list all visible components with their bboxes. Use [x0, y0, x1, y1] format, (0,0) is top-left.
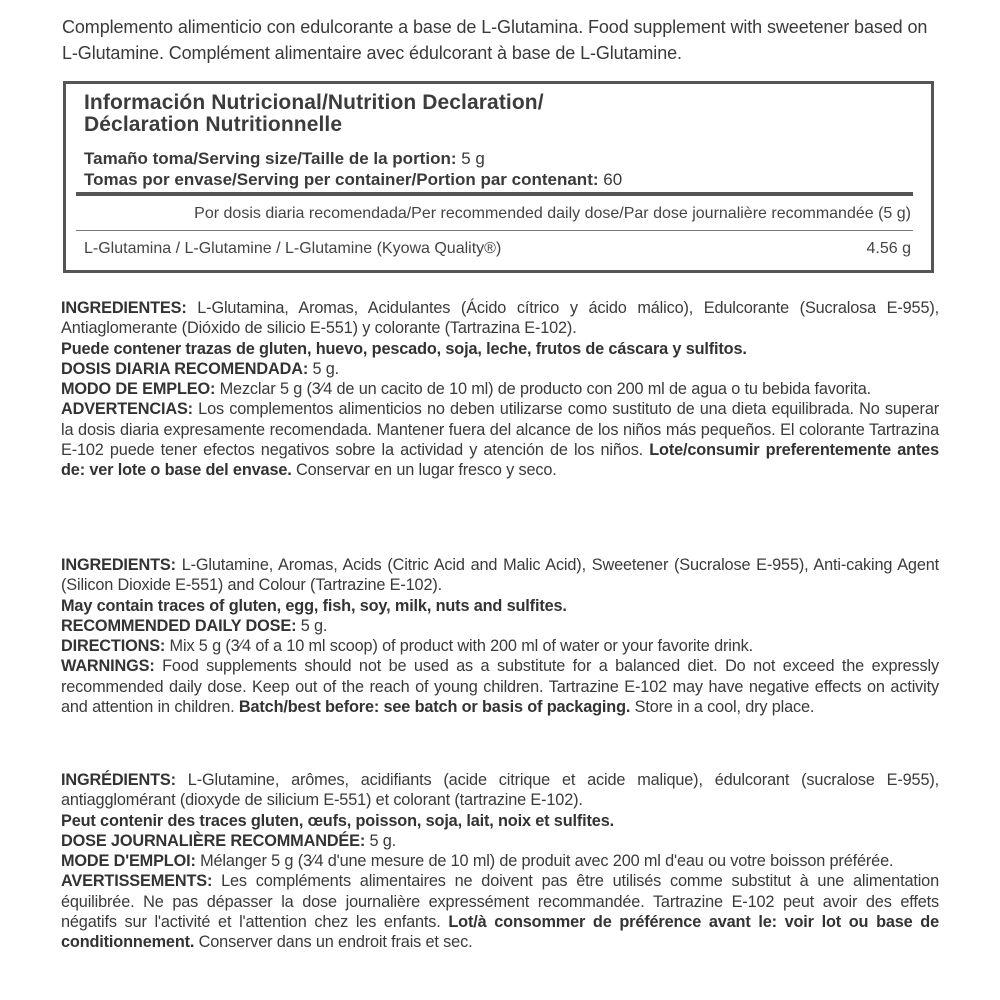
- warnings-paragraph: [61, 399, 939, 480]
- usage-label: MODO DE EMPLEO:: [61, 380, 216, 399]
- servings-per-container-line: [84, 170, 622, 190]
- dose-label: DOSE JOURNALIÈRE RECOMMANDÉE:: [61, 831, 366, 850]
- usage-paragraph: [61, 379, 939, 399]
- ingredients-text: L-Glutamine, arômes, acidifiants (acide citrique et acide malique), édulcorant (sucralose E-955), antiagglomérant (dioxyde de silicium E-551) et colorant (tartrazine E-102).: [61, 771, 939, 810]
- usage-text: Mix 5 g (3⁄4 of a 10 ml scoop) of product with 200 ml of water or your favorite drink.: [165, 637, 754, 656]
- dose-text: 5 g.: [308, 359, 340, 378]
- dose-text: 5 g.: [296, 616, 328, 635]
- serving-size-value: 5 g: [456, 149, 485, 168]
- glutamine-row-value: 4.56 g: [866, 240, 911, 257]
- batch-label: Lot/à consommer de préférence avant le: voir lot ou base de conditionnement.: [61, 913, 940, 952]
- warnings-text: Los complementos alimenticios no deben utilizarse como sustituto de una dieta equilibrada. No superar la dosis diaria expresamente recomendada. Mantener fuera del alcance de los niños más pequeños. El colorante Tartrazina E-102 puede tener efectos negativos sobre la actividad y atención de los niños.: [61, 400, 939, 460]
- warnings-label: ADVERTENCIAS:: [61, 400, 193, 419]
- allergen-traces: [61, 596, 939, 616]
- nutrition-table: [63, 81, 934, 273]
- batch-label: Batch/best before: see batch or basis of packaging.: [238, 698, 631, 717]
- daily-dose-paragraph: [61, 831, 939, 851]
- serving-size-label: Tamaño toma/Serving size/Taille de la portion:: [84, 149, 457, 168]
- ingredients-paragraph: [61, 770, 939, 811]
- servings-label: Tomas por envase/Serving per container/Portion par contenant:: [84, 170, 599, 189]
- storage-text: Conserver dans un endroit frais et sec.: [194, 933, 473, 952]
- intro-text: Complemento alimenticio con edulcorante a base de L-Glutamina. Food supplement with sweetener based on L-Glutamine. Complément alimentaire avec édulcorant à base de L-Glutamine.: [62, 17, 928, 63]
- warnings-paragraph: [61, 871, 939, 952]
- allergen-traces: [61, 811, 939, 831]
- warnings-text: Food supplements should not be used as a substitute for a balanced diet. Do not exceed the expressly recommended daily dose. Keep out of the reach of young children. Tartrazine E-102 may have negative effects on activity and attention in children.: [61, 657, 939, 717]
- ingredients-text: L-Glutamine, Aromas, Acids (Citric Acid and Malic Acid), Sweetener (Sucralose E-955), Anti-caking Agent (Silicon Dioxide E-551) and Colour (Tartrazine E-102).: [61, 556, 939, 595]
- usage-paragraph: [61, 636, 939, 656]
- dose-text: 5 g.: [365, 831, 397, 850]
- usage-text: Mélanger 5 g (3⁄4 d'une mesure de 10 ml) de produit avec 200 ml d'eau ou votre boisson préférée.: [195, 852, 894, 871]
- allergen-traces: [61, 339, 939, 359]
- nutrition-title-line1: Información Nutricional/Nutrition Declaration/: [84, 91, 544, 114]
- usage-text: Mezclar 5 g (3⁄4 de un cacito de 10 ml) de producto con 200 ml de agua o tu bebida favorita.: [215, 380, 872, 399]
- daily-dose-paragraph: [61, 359, 939, 379]
- nutrition-title-line2: Déclaration Nutritionnelle: [84, 113, 343, 136]
- batch-label: Lote/consumir preferentemente antes de: ver lote o base del envase.: [61, 441, 939, 480]
- english-section: [61, 555, 939, 717]
- storage-text: Conservar en un lugar fresco y seco.: [291, 461, 557, 480]
- per-dose-header: Por dosis diaria recomendada/Per recommended daily dose/Par dose journalière recommandée (5 g): [194, 205, 911, 222]
- warnings-paragraph: [61, 656, 939, 717]
- traces-text: May contain traces of gluten, egg, fish, soy, milk, nuts and sulfites.: [61, 596, 567, 615]
- serving-size-line: [84, 149, 485, 169]
- traces-text: Puede contener trazas de gluten, huevo, pescado, soja, leche, frutos de cáscara y sulfitos.: [61, 339, 747, 358]
- thick-divider: [76, 192, 913, 196]
- thin-divider: [76, 230, 913, 231]
- usage-label: MODE D'EMPLOI:: [61, 852, 196, 871]
- ingredients-paragraph: [61, 298, 939, 339]
- warnings-text: Les compléments alimentaires ne doivent pas être utilisés comme substitut à une alimentation équilibrée. Ne pas dépasser la dose journalière expressément recommandée. Tartrazine E-102 peut avoir des effets négatifs sur l'activité et l'attention chez les enfants.: [61, 872, 939, 932]
- nutrition-title: [84, 92, 784, 136]
- glutamine-row-label: L-Glutamina / L-Glutamine / L-Glutamine (Kyowa Quality®): [84, 240, 502, 257]
- daily-dose-paragraph: [61, 616, 939, 636]
- traces-text: Peut contenir des traces gluten, œufs, poisson, soja, lait, noix et sulfites.: [61, 811, 614, 830]
- ingredients-label: INGREDIENTS:: [61, 556, 176, 574]
- french-section: [61, 770, 939, 953]
- ingredients-text: L-Glutamina, Aromas, Acidulantes (Ácido cítrico y ácido málico), Edulcorante (Sucralosa E-955), Antiaglomerante (Dióxido de silicio E-551) y colorante (Tartrazina E-102).: [61, 299, 939, 338]
- dose-label: RECOMMENDED DAILY DOSE:: [61, 616, 297, 635]
- dose-label: DOSIS DIARIA RECOMENDADA:: [61, 359, 309, 378]
- spanish-section: [61, 298, 939, 481]
- servings-value: 60: [598, 170, 623, 189]
- warnings-label: WARNINGS:: [61, 657, 155, 676]
- usage-paragraph: [61, 851, 939, 871]
- ingredients-label: INGRÉDIENTS:: [61, 771, 176, 789]
- storage-text: Store in a cool, dry place.: [630, 698, 815, 717]
- usage-label: DIRECTIONS:: [61, 637, 166, 656]
- ingredients-paragraph: [61, 555, 939, 596]
- warnings-label: AVERTISSEMENTS:: [61, 872, 213, 891]
- ingredients-label: INGREDIENTES:: [61, 299, 187, 317]
